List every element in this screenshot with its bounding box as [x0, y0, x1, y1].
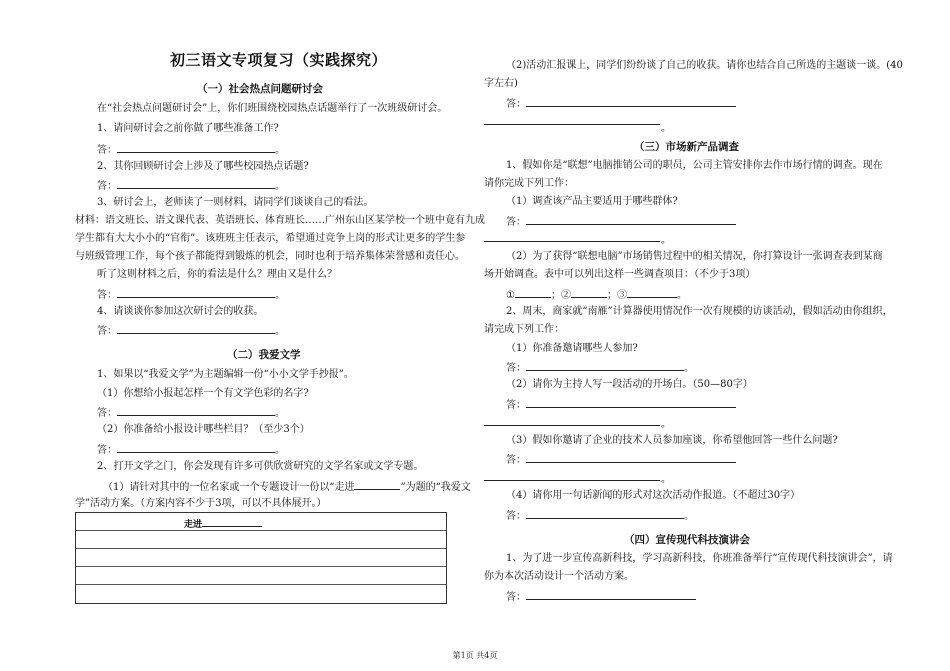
material-line-1: 材料：语文班长、语文课代表、英语班长、体育班长……广州东山区某学校一个班中竟有九成: [75, 215, 485, 226]
material-question: 听了这则材料之后，你的看法是什么？理由又是什么？: [97, 269, 337, 280]
section-4-heading: （四）宣传现代科技演讲会: [624, 534, 750, 546]
s3-answer-2d[interactable]: 答： 。: [506, 508, 694, 524]
answer-blank[interactable]: [526, 589, 696, 600]
table-header[interactable]: 走进: [184, 517, 262, 530]
r-question-2-line-2: 字左右): [484, 78, 518, 89]
s3-question-1-line-1: 1、假如你是“联想”电脑推销公司的职员，公司主管安排你去作市场行情的调查。现在: [506, 160, 883, 171]
s3-question-2b: （2）请你为主持人写一段活动的开场白。（50—80字）: [506, 379, 753, 390]
survey-items[interactable]: ① ；② ；③ 。: [506, 287, 687, 303]
activity-plan-table: [75, 512, 447, 604]
answer-blank[interactable]: [117, 287, 275, 298]
s3-question-2-line-2: 请完成下列工作：: [484, 324, 564, 335]
s3-answer-2c[interactable]: 答：: [506, 452, 736, 468]
s3-question-1a: （1）调查该产品主要适用于哪些群体?: [506, 196, 678, 207]
s1-answer-1[interactable]: 答： 。: [97, 142, 285, 158]
answer-line[interactable]: [484, 480, 660, 481]
s1-answer-3[interactable]: 答： 。: [97, 287, 285, 303]
s3-answer-2b[interactable]: 答：: [506, 397, 736, 413]
table-row[interactable]: [76, 566, 446, 567]
s3-question-1b-line-2: 场开始调查。表中可以列出这样一些调查项目：（不少于3项）: [484, 269, 756, 280]
s3-question-1b-line-1: （2）为了获得“联想电脑”市场销售过程中的相关情况，你打算设计一张调查表到某商: [506, 251, 883, 262]
s2-question-1a: （1）你想给小报起怎样一个有文学色彩的名字?: [97, 388, 309, 399]
s4-question-1-line-1: 1、为了进一步宣传高新科技，学习高新科技，你班准备举行“宣传现代科技演讲会”，请: [506, 553, 893, 564]
answer-blank[interactable]: [117, 178, 275, 189]
answer-blank[interactable]: [526, 96, 736, 107]
survey-item-3-blank[interactable]: [627, 287, 677, 298]
answer-line[interactable]: [484, 124, 660, 125]
s3-question-2c: （3）假如你邀请了企业的技术人员参加座谈，你希望他回答一些什么问题?: [506, 435, 838, 446]
material-line-2: 学生都有大大小小的“官衔”。该班班主任表示，希望通过竞争上岗的形式让更多的学生参: [75, 233, 466, 244]
title-blank[interactable]: [202, 518, 262, 527]
table-row[interactable]: [76, 530, 446, 531]
s1-answer-4[interactable]: 答： 。: [97, 323, 285, 339]
s1-answer-2[interactable]: 答： 。: [97, 178, 285, 194]
r-answer-2[interactable]: 答：: [506, 96, 736, 112]
material-line-3: 与班级管理工作，每个孩子都能得到锻炼的机会，同时也利于培养集体荣誉感和责任心。: [75, 251, 465, 262]
s3-answer-2a[interactable]: 答： 。: [506, 360, 694, 376]
answer-blank[interactable]: [526, 397, 736, 408]
s3-answer-1a[interactable]: 答：: [506, 214, 736, 230]
s4-answer-1[interactable]: 答：: [506, 589, 696, 605]
s2-question-1b: （2）你准备给小报设计哪些栏目？（至少3个）: [97, 424, 310, 435]
s4-question-1-line-2: 你为本次活动设计一个活动方案。: [484, 571, 634, 582]
table-row[interactable]: [76, 584, 446, 585]
s2-question-2a-line-2: 学”活动方案。（方案内容不少于3项，可以不具体展开。）: [75, 498, 327, 509]
answer-blank[interactable]: [117, 323, 275, 334]
s3-question-2a: （1）你准备邀请哪些人参加?: [506, 343, 638, 354]
section-1-intro: 在“社会热点问题研讨会”上，你们班围绕校园热点话题举行了一次班级研讨会。: [97, 103, 448, 114]
answer-blank[interactable]: [117, 142, 275, 153]
page-title: 初三语文专项复习（实践探究）: [170, 51, 388, 69]
s1-question-3: 3、研讨会上，老师读了一则材料，请同学们谈谈自己的看法。: [97, 197, 374, 208]
section-2-heading: （二）我爱文学: [227, 349, 301, 361]
s2-answer-1a[interactable]: 答： 。: [97, 405, 285, 421]
table-row[interactable]: [76, 548, 446, 549]
s2-question-2: 2、打开文学之门，你会发现有许多可供欣赏研究的文学名家或文学专题。: [97, 461, 424, 472]
s3-question-1-line-2: 请你完成下列工作：: [484, 178, 574, 189]
answer-line[interactable]: [484, 241, 660, 242]
answer-blank[interactable]: [526, 452, 736, 463]
answer-blank[interactable]: [526, 508, 684, 519]
answer-blank[interactable]: [117, 442, 275, 453]
page-footer: 第1页 共4页: [452, 651, 498, 660]
answer-blank[interactable]: [117, 405, 275, 416]
exam-page: 初三语文专项复习（实践探究） （一）社会热点问题研讨会 在“社会热点问题研讨会”上，你们班围绕校园热点话题举行了一次班级研讨会。 1、请问研讨会之前你做了哪些准备工作? 答： 。 2、其你回顾研讨会上涉及了哪些校园热点话题? 答： 。 3、研讨会上，老师读了一则材料，请同学们谈谈自己的看法。 材料：语文班长、语文课代表、英语班长、体育班长……广州东山区某学校一个班中竟有九成 学生都有大大小小的“官衔”。该班班主任表示，希望通过竞争上岗的形式让更多的学生参 与班级管理工作，每个孩子都能得到锻炼的机会，同时也利于培养集体荣誉感和责任心。 听了这则材料之后，你的看法是什么？理由又是什么？ 答： 。 4、请谈谈你参加这次研讨会的收获。 答： 。 （二）我爱文学 1、如果以“我爱文学”为主题编辑一份“小小文学手抄报”。 （1）你想给小报起怎样一个有文学色彩的名字? 答： 。 （2）你准备给小报设计哪些栏目？（至少3个） 答： 。 2、打开文学之门，你会发现有许多可供欣赏研究的文学名家或文学专题。 （1）请针对其中的一位名家或一个专题设计一份以“走进 ”为题的“我爱文 学”活动方案。（方案内容不少于3项，可以不具体展开。） 走进 （2)活动汇报课上，同学们纷纷谈了自己的收获。请你也结合自己所选的主题谈一谈。(40 字左右) 答： 。 （三）市场新产品调查 1、假如你是“联想”电脑推销公司的职员，公司主管安排你去作市场行情的调查。现在 请你完成下列工作： （1）调查该产品主要适用于哪些群体? 答： 。 （2）为了获得“联想电脑”市场销售过程中的相关情况，你打算设计一张调查表到某商 场开始调查。表中可以列出这样一些调查项目：（不少于3项） ① ；② ；③ 。 2、周末，商家就“南雁”计算器使用情况作一次有规模的访谈活动，假如活动由你组织， 请完成下列工作： （1）你准备邀请哪些人参加? 答： 。 （2）请你为主持人写一段活动的开场白。（50—80字） 答： 。 （3）假如你邀请了企业的技术人员参加座谈，你希望他回答一些什么问题? 答： 。 （4）请你用一句话新闻的形式对这次活动作报道。（不超过30字） 答： 。 （四）宣传现代科技演讲会 1、为了进一步宣传高新科技，学习高新科技，你班准备举行“宣传现代科技演讲会”，请 你为本次活动设计一个活动方案。 答： 第1页 共4页: [0, 0, 950, 671]
s2-question-1: 1、如果以“我爱文学”为主题编辑一份“小小文学手抄报”。: [97, 369, 354, 380]
s1-question-1: 1、请问研讨会之前你做了哪些准备工作?: [97, 123, 279, 134]
survey-item-2-blank[interactable]: [571, 287, 607, 298]
section-1-heading: （一）社会热点问题研讨会: [197, 83, 323, 95]
s3-question-2-line-1: 2、周末，商家就“南雁”计算器使用情况作一次有规模的访谈活动，假如活动由你组织，: [506, 306, 893, 317]
s2-question-2a-line-1[interactable]: （1）请针对其中的一位名家或一个专题设计一份以“走进 ”为题的“我爱文: [103, 479, 471, 495]
answer-blank[interactable]: [526, 214, 736, 225]
s1-question-4: 4、请谈谈你参加这次研讨会的收获。: [97, 306, 264, 317]
s3-question-2d: （4）请你用一句话新闻的形式对这次活动作报道。（不超过30字）: [506, 490, 801, 501]
survey-item-1-blank[interactable]: [515, 287, 551, 298]
s1-question-2: 2、其你回顾研讨会上涉及了哪些校园热点话题?: [97, 161, 309, 172]
title-blank[interactable]: [354, 479, 400, 490]
section-3-heading: （三）市场新产品调查: [634, 141, 739, 153]
r-question-2-line-1: （2)活动汇报课上，同学们纷纷谈了自己的收获。请你也结合自己所选的主题谈一谈。(40: [506, 60, 903, 71]
answer-line[interactable]: [484, 425, 660, 426]
s2-answer-1b[interactable]: 答： 。: [97, 442, 285, 458]
answer-blank[interactable]: [526, 360, 684, 371]
